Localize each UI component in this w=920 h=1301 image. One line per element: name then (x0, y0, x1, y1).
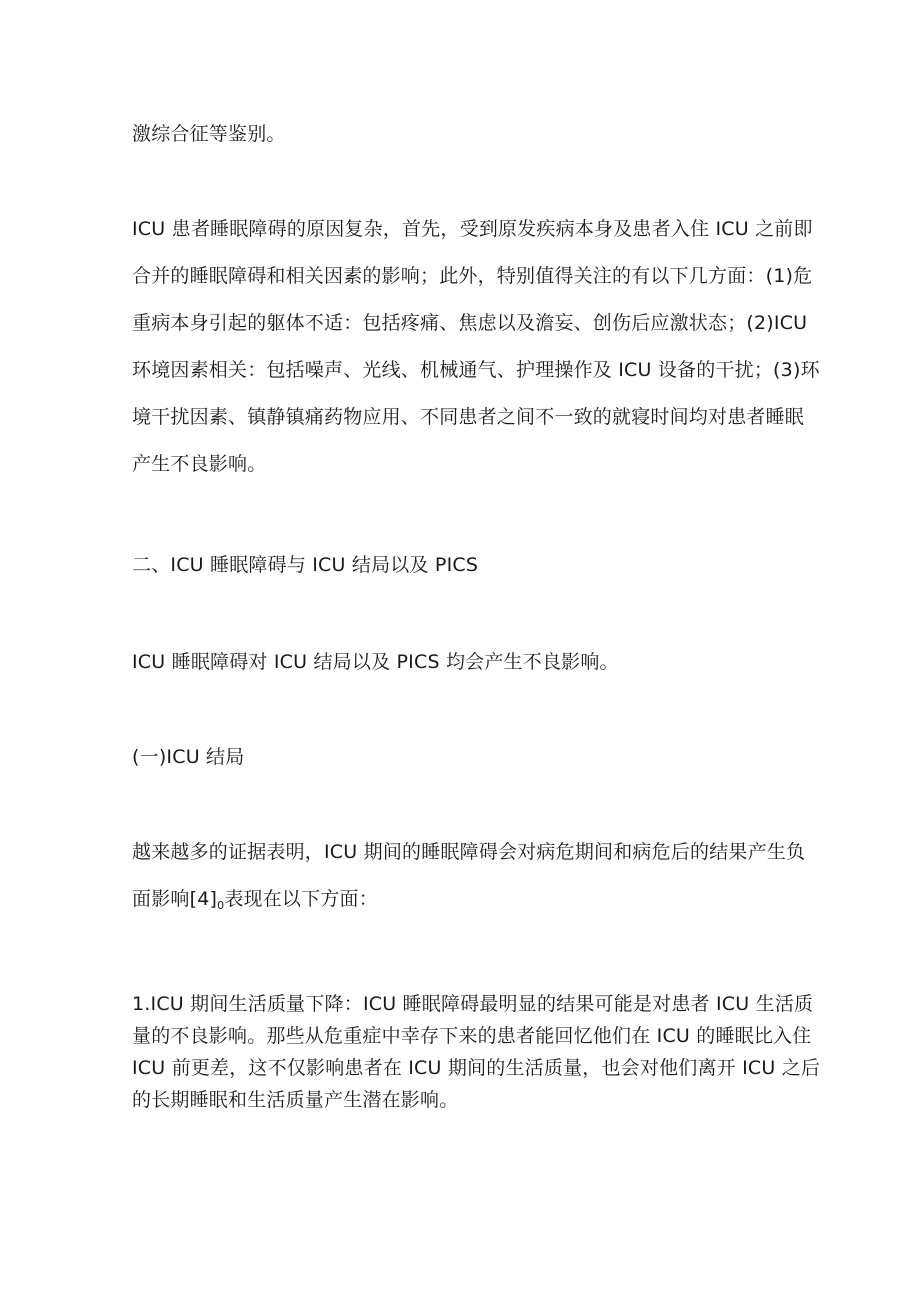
text-line: ICU 睡眠障碍对 ICU 结局以及 PICS 均会产生不良影响。 (132, 651, 619, 673)
text-line: 环境因素相关：包括噪声、光线、机械通气、护理操作及 ICU 设备的干扰；(3)环 (132, 359, 820, 381)
text-line: ICU 患者睡眠障碍的原因复杂，首先，受到原发疾病本身及患者入住 ICU 之前即 (132, 218, 813, 240)
text-line: 境干扰因素、镇静镇痛药物应用、不同患者之间不一致的就寝时间均对患者睡眠 (132, 406, 805, 428)
text-line: 激综合征等鉴别。 (132, 123, 286, 145)
text-line: 越来越多的证据表明，ICU 期间的睡眠障碍会对病危期间和病危后的结果产生负 (132, 841, 806, 863)
paragraph-continuation (132, 122, 792, 146)
text-fragment: 面影响[4] (132, 888, 218, 910)
text-line: 合并的睡眠障碍和相关因素的影响；此外，特别值得关注的有以下几方面：(1)危 (132, 265, 813, 287)
text-line: 的长期睡眠和生活质量产生潜在影响。 (132, 1089, 459, 1111)
paragraph-evidence (132, 840, 806, 912)
subscript-text: 0 (217, 899, 225, 912)
text-line: 重病本身引起的躯体不适：包括疼痛、焦虑以及澹妄、创伤后应激状态；(2)ICU (132, 312, 808, 334)
subsection-heading (132, 745, 792, 769)
text-line: 1.ICU 期间生活质量下降：ICU 睡眠障碍最明显的结果可能是对患者 ICU 生活质 (132, 993, 814, 1015)
paragraph-sleep-causes (132, 217, 820, 476)
section-heading (132, 553, 792, 577)
text-line: 产生不良影响。 (132, 453, 267, 475)
text-line: ICU 前更差，这不仅影响患者在 ICU 期间的生活质量，也会对他们离开 ICU 之后 (132, 1057, 821, 1079)
paragraph-quality-of-life (132, 992, 821, 1112)
heading-text: 二、ICU 睡眠障碍与 ICU 结局以及 PICS (132, 554, 479, 576)
text-fragment: 表现在以下方面： (224, 888, 378, 910)
heading-text: (一)ICU 结局 (132, 746, 245, 768)
paragraph-intro (132, 650, 792, 674)
text-line: 量的不良影响。那些从危重症中幸存下来的患者能回忆他们在 ICU 的睡眠比入住 (132, 1025, 812, 1047)
text-line (132, 887, 792, 911)
